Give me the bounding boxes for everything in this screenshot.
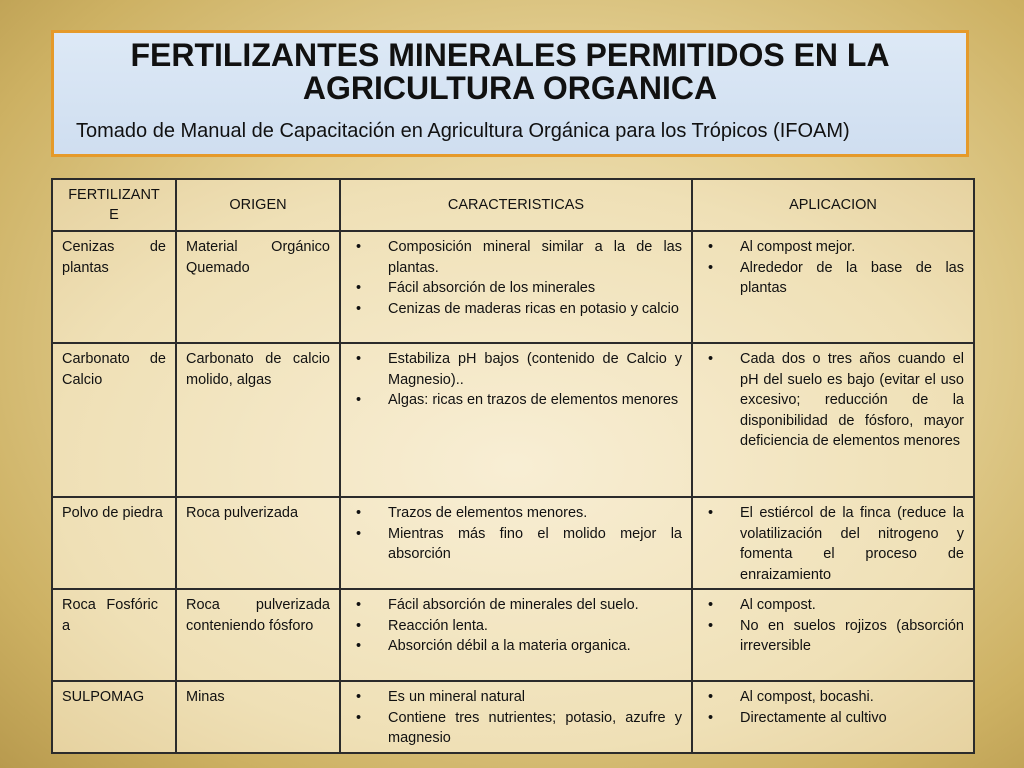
list-item	[350, 390, 682, 411]
caracteristicas-list	[350, 237, 682, 319]
list-item	[350, 237, 682, 278]
caracteristicas-list	[350, 349, 682, 411]
bullet-icon: •	[356, 280, 362, 296]
list-item-text: No en suelos rojizos (absorción irreversible	[740, 617, 964, 654]
cell-aplicacion	[692, 589, 974, 681]
bullet-icon: •	[356, 597, 362, 613]
caracteristicas-list	[350, 687, 682, 749]
list-item-text: Mientras más fino el molido mejor la absorción	[388, 525, 682, 562]
table-row	[52, 343, 974, 497]
bullet-icon: •	[356, 505, 362, 521]
title-line-1: FERTILIZANTES MINERALES PERMITIDOS EN LA	[130, 37, 890, 73]
caracteristicas-list	[350, 595, 682, 657]
table-row	[52, 589, 974, 681]
header-aplicacion: APLICACION	[692, 179, 974, 231]
bullet-icon: •	[356, 239, 362, 255]
aplicacion-list	[702, 503, 964, 585]
list-item-text: Absorción débil a la materia organica.	[388, 638, 631, 654]
table-row	[52, 497, 974, 589]
cell-aplicacion	[692, 231, 974, 343]
aplicacion-list	[702, 595, 964, 657]
cell-fertilizante	[52, 589, 176, 681]
list-item	[350, 503, 682, 524]
bullet-icon: •	[708, 617, 714, 634]
bullet-icon: •	[356, 617, 362, 634]
cell-fertilizante-text: Roca Fosfórica	[62, 597, 158, 634]
list-item	[702, 503, 964, 585]
list-item	[702, 708, 964, 729]
cell-origen: Minas	[176, 681, 340, 753]
title-box	[51, 30, 969, 157]
header-fertilizante-label: FERTILIZANTE	[68, 186, 160, 223]
table-row	[52, 681, 974, 753]
list-item-text: Es un mineral natural	[388, 689, 526, 705]
list-item-text: Alrededor de la base de las plantas	[740, 259, 964, 296]
cell-origen: Carbonato de calcio molido, algas	[176, 343, 340, 497]
bullet-icon: •	[356, 638, 362, 654]
list-item	[350, 636, 682, 657]
list-item-text: Trazos de elementos menores.	[388, 505, 588, 521]
bullet-icon: •	[708, 505, 714, 521]
list-item	[702, 687, 964, 708]
bullet-icon: •	[708, 351, 714, 367]
list-item	[350, 616, 682, 637]
subtitle: Tomado de Manual de Capacitación en Agricultura Orgánica para los Trópicos (IFOAM)	[76, 120, 850, 142]
table-row	[52, 231, 974, 343]
cell-origen: Roca pulverizada conteniendo fósforo	[176, 589, 340, 681]
list-item	[350, 278, 682, 299]
cell-fertilizante: Carbonato de Calcio	[52, 343, 176, 497]
aplicacion-list	[702, 349, 964, 452]
page-title	[54, 39, 966, 105]
cell-aplicacion	[692, 497, 974, 589]
bullet-icon: •	[356, 392, 362, 408]
caracteristicas-list	[350, 503, 682, 565]
list-item-text: Al compost, bocashi.	[740, 689, 874, 705]
list-item	[702, 595, 964, 616]
list-item-text: Cenizas de maderas ricas en potasio y calcio	[388, 300, 679, 317]
bullet-icon: •	[708, 689, 714, 705]
header-caracteristicas: CARACTERISTICAS	[340, 179, 692, 231]
header-fertilizante	[52, 179, 176, 231]
cell-aplicacion	[692, 343, 974, 497]
header-origen: ORIGEN	[176, 179, 340, 231]
bullet-icon: •	[708, 259, 714, 276]
cell-fertilizante: SULPOMAG	[52, 681, 176, 753]
list-item	[702, 616, 964, 657]
aplicacion-list	[702, 687, 964, 728]
list-item-text: Estabiliza pH bajos (contenido de Calcio y Magnesio)..	[388, 351, 682, 388]
bullet-icon: •	[708, 239, 714, 255]
cell-fertilizante: Polvo de piedra	[52, 497, 176, 589]
list-item-text: Fácil absorción de los minerales	[388, 280, 596, 296]
list-item	[350, 349, 682, 390]
list-item-text: Al compost mejor.	[740, 239, 856, 255]
bullet-icon: •	[356, 525, 362, 542]
list-item	[350, 524, 682, 565]
cell-origen: Material Orgánico Quemado	[176, 231, 340, 343]
title-line-2: AGRICULTURA ORGANICA	[302, 70, 718, 106]
list-item-text: Fácil absorción de minerales del suelo.	[388, 597, 639, 613]
cell-caracteristicas	[340, 231, 692, 343]
cell-caracteristicas	[340, 343, 692, 497]
list-item	[350, 687, 682, 708]
list-item-text: Al compost.	[740, 597, 816, 613]
list-item	[702, 237, 964, 258]
list-item-text: Composición mineral similar a la de las plantas.	[388, 239, 682, 276]
cell-origen: Roca pulverizada	[176, 497, 340, 589]
list-item-text: Reacción lenta.	[388, 617, 488, 634]
fertilizer-table	[51, 178, 975, 754]
list-item	[350, 708, 682, 749]
cell-caracteristicas	[340, 497, 692, 589]
aplicacion-list	[702, 237, 964, 299]
list-item	[350, 595, 682, 616]
list-item	[350, 299, 682, 320]
cell-fertilizante: Cenizas de plantas	[52, 231, 176, 343]
bullet-icon: •	[708, 597, 714, 613]
list-item-text: Contiene tres nutrientes; potasio, azufre y magnesio	[388, 709, 682, 746]
cell-caracteristicas	[340, 681, 692, 753]
list-item	[702, 258, 964, 299]
list-item-text: Algas: ricas en trazos de elementos menores	[388, 392, 679, 408]
bullet-icon: •	[356, 351, 362, 367]
bullet-icon: •	[356, 689, 362, 705]
list-item-text: Cada dos o tres años cuando el pH del suelo es bajo (evitar el uso excesivo; reducción de la disponibilidad de fósforo, mayor deficiencia de elementos menores	[740, 351, 964, 449]
list-item	[702, 349, 964, 452]
list-item-text: El estiércol de la finca (reduce la volatilización del nitrogeno y fomenta el proceso de enraizamiento	[740, 505, 964, 583]
bullet-icon: •	[356, 709, 362, 726]
bullet-icon: •	[356, 300, 362, 317]
cell-caracteristicas	[340, 589, 692, 681]
cell-aplicacion	[692, 681, 974, 753]
header-row	[52, 179, 974, 231]
list-item-text: Directamente al cultivo	[740, 709, 887, 726]
bullet-icon: •	[708, 709, 714, 726]
